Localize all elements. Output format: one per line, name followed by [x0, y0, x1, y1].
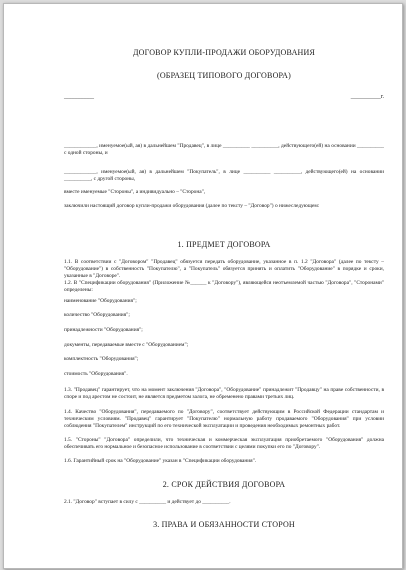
clause-1-3: 1.3. "Продавец" гарантирует, что на момент заключения "Договора", "Оборудование" принадлежит "Продавцу" на праве собственности, в споре и под арестом не состоит, не является предметом залога, не обременено правами третьих лиц. — [64, 387, 384, 400]
clause-2-1: 2.1. "Договор" вступает в силу с __________ и действует до __________. — [64, 499, 231, 505]
seller-paragraph: ____________, именуемое(ый, ая) в дальнейшем "Продавец", в лице __________ __________, действующего(ей) на основании __________ с одной стороны, и — [64, 143, 384, 156]
list-item-name: наименование "Оборудования"; — [64, 298, 137, 304]
document-subtitle: (ОБРАЗЕЦ ТИПОВОГО ДОГОВОРА) — [156, 71, 292, 80]
parties-together: вместе именуемые "Стороны", а индивидуально – "Сторона", — [64, 189, 206, 195]
list-item-completeness: комплектность "Оборудования"; — [64, 356, 139, 362]
document-title: ДОГОВОР КУПЛИ-ПРОДАЖИ ОБОРУДОВАНИЯ — [132, 48, 316, 57]
buyer-paragraph: ____________, именуемое(ый, ая) в дальнейшем "Покупатель", в лице __________ __________, действующего(ей) на основании __________, с другой стороны, — [64, 169, 384, 182]
section-2-heading: 2. СРОК ДЕЙСТВИЯ ДОГОВОРА — [162, 480, 286, 489]
clause-1-2: 1.2. В "Спецификации оборудования" (Приложение №______ к "Договору"), являющейся неотъемлемой частью "Договора", "Сторонами" определены: — [64, 280, 384, 293]
list-item-documents: документы, передаваемые вместе с "Оборудованием"; — [64, 342, 189, 348]
section-1-heading: 1. ПРЕДМЕТ ДОГОВОРА — [177, 240, 271, 249]
clause-1-4: 1.4. Качество "Оборудования", передаваемого по "Договору", соответствует действующим в Российской Федерации стандартам и техническим условиям. "Продавец" гарантирует "Покупателю" нормальную работу продаваемого "Оборудования" при условии соблюдения "Покупателем" инструкций по его технической эксплуатации и проведения необходимых ремонтных работ. — [64, 409, 384, 429]
clause-1-6: 1.6. Гарантийный срок на "Оборудование" указан в "Спецификации оборудования". — [64, 458, 257, 464]
clause-1-1: 1.1. В соответствии с "Договором" "Продавец" обязуется передать оборудование, указанное в п. 1.2 "Договора" (далее по тексту – "Оборудование") в собственность "Покупателю", а "Покупатель" обязуется принять и оплатить "Оборудование" в порядке и сроки, указанные в "Договоре". — [64, 259, 384, 279]
list-item-cost: стоимость "Оборудования". — [64, 371, 128, 377]
list-item-accessories: принадлежности "Оборудования"; — [64, 327, 143, 333]
place-blank: __________ — [64, 94, 94, 100]
concluded-paragraph: заключили настоящий договор купли-продажи оборудования (далее по тексту – "Договор") о нижеследующем: — [64, 203, 320, 209]
section-3-heading: 3. ПРАВА И ОБЯЗАННОСТИ СТОРОН — [153, 520, 295, 529]
document-page — [3, 3, 403, 569]
clause-1-5: 1.5. "Стороны" "Договора" определили, что техническая и коммерческая эксплуатация приобретаемого "Оборудования" должна обеспечивать его нормальное и безопасное использование в соответствии с целями покупки его по "Договору". — [64, 437, 384, 450]
list-item-quantity: количество "Оборудования"; — [64, 312, 130, 318]
date-blank: __________г. — [350, 94, 384, 100]
place-date-row — [64, 94, 384, 102]
